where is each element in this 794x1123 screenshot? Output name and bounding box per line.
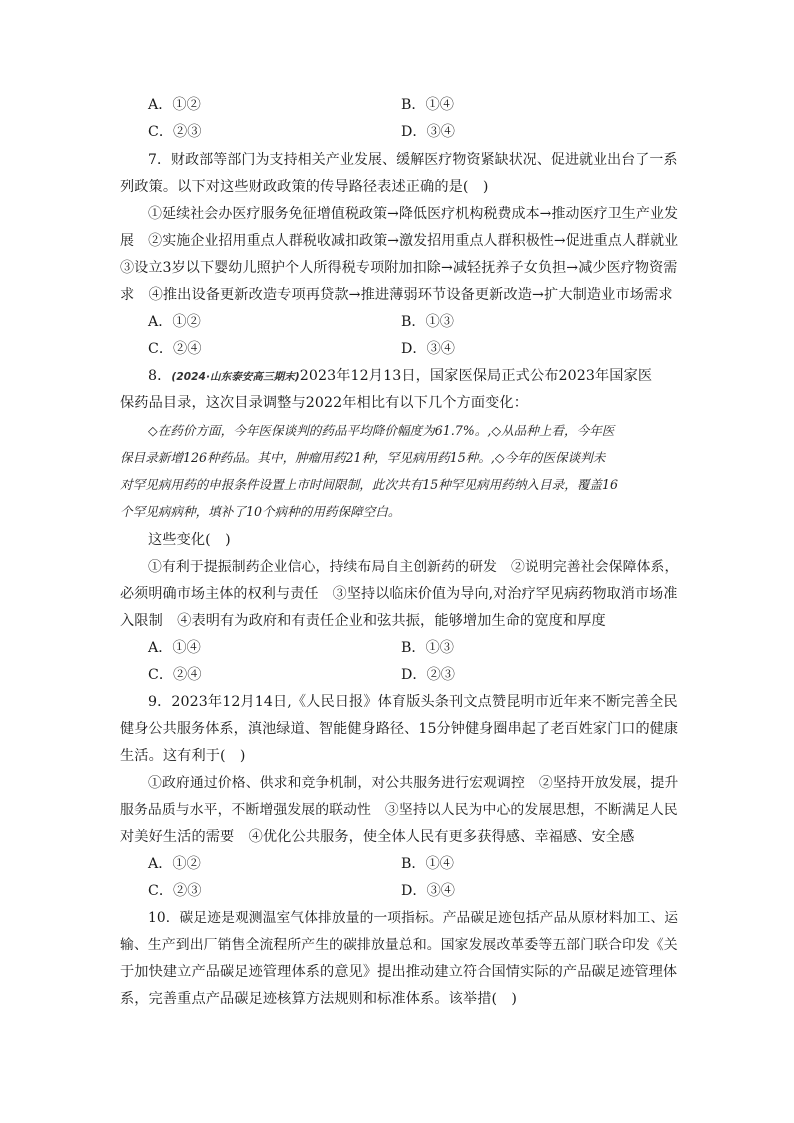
q8-stem-rest: 2023年12月13日，国家医保局正式公布2023年国家医	[299, 368, 653, 384]
q8-option-b: B．①③	[401, 640, 454, 656]
q10-stem-line-2: 输、生产到出厂销售全流程所产生的碳排放量总和。国家发展改革委等五部门联合印发《关	[120, 937, 678, 953]
q7-stem-line-2: 列政策。以下对这些财政政策的传导路径表述正确的是( )	[120, 179, 489, 195]
q6-option-c: C．②③	[148, 124, 202, 140]
q9-option-d: D．③④	[401, 883, 455, 899]
q6-option-b: B．①④	[401, 97, 454, 113]
q8-stem-line-2: 保药品目录，这次目录调整与2022年相比有以下几个方面变化：	[120, 395, 528, 411]
q8-item-line-2: 必须明确市场主体的权利与责任 ③坚持以临床价值为导向,对治疗罕见病药物取消市场准	[120, 586, 678, 602]
q9-option-a: A．①②	[148, 856, 201, 872]
q8-stem-line-1: 8．(2024·山东泰安高三期末)2023年12月13日，国家医保局正式公布2023年国家医	[148, 368, 653, 384]
q8-quote-line-1: ◇在药价方面，今年医保谈判的药品平均降价幅度为61.7%。,◇从品种上看，今年医	[148, 423, 615, 438]
q7-option-b: B．①③	[401, 314, 454, 330]
q8-quote-line-2: 保目录新增126种药品。其中，肿瘤用药21种，罕见病用药15种。,◇今年的医保谈判未	[120, 450, 606, 465]
q7-item-line-1: ①延续社会办医疗服务免征增值税政策→降低医疗机构税费成本→推动医疗卫生产业发	[148, 206, 679, 222]
q9-option-c: C．②③	[148, 883, 202, 899]
q10-stem-line-4: 系，完善重点产品碳足迹核算方法规则和标准体系。该举措( )	[120, 991, 518, 1007]
q8-lead: 这些变化( )	[148, 532, 231, 548]
q9-stem-line-1: 9．2023年12月14日,《人民日报》体育版头条刊文点赞昆明市近年来不断完善全民	[148, 694, 678, 710]
q10-stem-line-1: 10．碳足迹是观测温室气体排放量的一项指标。产品碳足迹包括产品从原材料加工、运	[148, 910, 679, 926]
q8-item-line-1: ①有利于提振制药企业信心，持续布局自主创新药的研发 ②说明完善社会保障体系，	[148, 559, 679, 575]
q6-option-d: D．③④	[401, 124, 455, 140]
q8-option-d: D．②③	[401, 667, 455, 683]
q9-item-line-1: ①政府通过价格、供求和竞争机制，对公共服务进行宏观调控 ②坚持开放发展，提升	[148, 775, 679, 791]
q9-item-line-3: 对美好生活的需要 ④优化公共服务，使全体人民有更多获得感、幸福感、安全感	[120, 829, 635, 845]
q7-item-line-2: 展 ②实施企业招用重点人群税收减扣政策→激发招用重点人群积极性→促进重点人群就业	[120, 233, 679, 249]
q7-item-line-4: 求 ④推出设备更新改造专项再贷款→推进薄弱环节设备更新改造→扩大制造业市场需求	[120, 287, 673, 303]
q9-option-b: B．①④	[401, 856, 454, 872]
q7-option-c: C．②④	[148, 341, 202, 357]
q8-quote-line-3: 对罕见病用药的申报条件设置上市时间限制，此次共有15种罕见病用药纳入目录，覆盖16	[120, 477, 619, 492]
q7-option-d: D．③④	[401, 341, 455, 357]
q8-option-c: C．②④	[148, 667, 202, 683]
q9-stem-line-3: 生活。这有利于( )	[120, 748, 246, 764]
q9-item-line-2: 服务品质与水平，不断增强发展的联动性 ③坚持以人民为中心的发展思想，不断满足人民	[120, 802, 678, 818]
q8-source-tag: (2024·山东泰安高三期末)	[171, 371, 300, 383]
q10-stem-line-3: 于加快建立产品碳足迹管理体系的意见》提出推动建立符合国情实际的产品碳足迹管理体	[120, 964, 678, 980]
q7-option-a: A．①②	[148, 314, 201, 330]
q8-item-line-3: 入限制 ④表明有为政府和有责任企业和弦共振，能够增加生命的宽度和厚度	[120, 613, 606, 629]
q9-stem-line-2: 健身公共服务体系，滇池绿道、智能健身路径、15分钟健身圈串起了老百姓家门口的健康	[120, 721, 679, 737]
q8-option-a: A．①④	[148, 640, 201, 656]
q7-item-line-3: ③设立3岁以下婴幼儿照护个人所得税专项附加扣除→减轻抚养子女负担→减少医疗物资需	[120, 260, 678, 276]
q6-option-a: A．①②	[148, 97, 201, 113]
q8-quote-line-4: 个罕见病病种，填补了10个病种的用药保障空白。	[120, 504, 401, 519]
q7-stem-line-1: 7．财政部等部门为支持相关产业发展、缓解医疗物资紧缺状况、促进就业出台了一系	[148, 152, 678, 168]
